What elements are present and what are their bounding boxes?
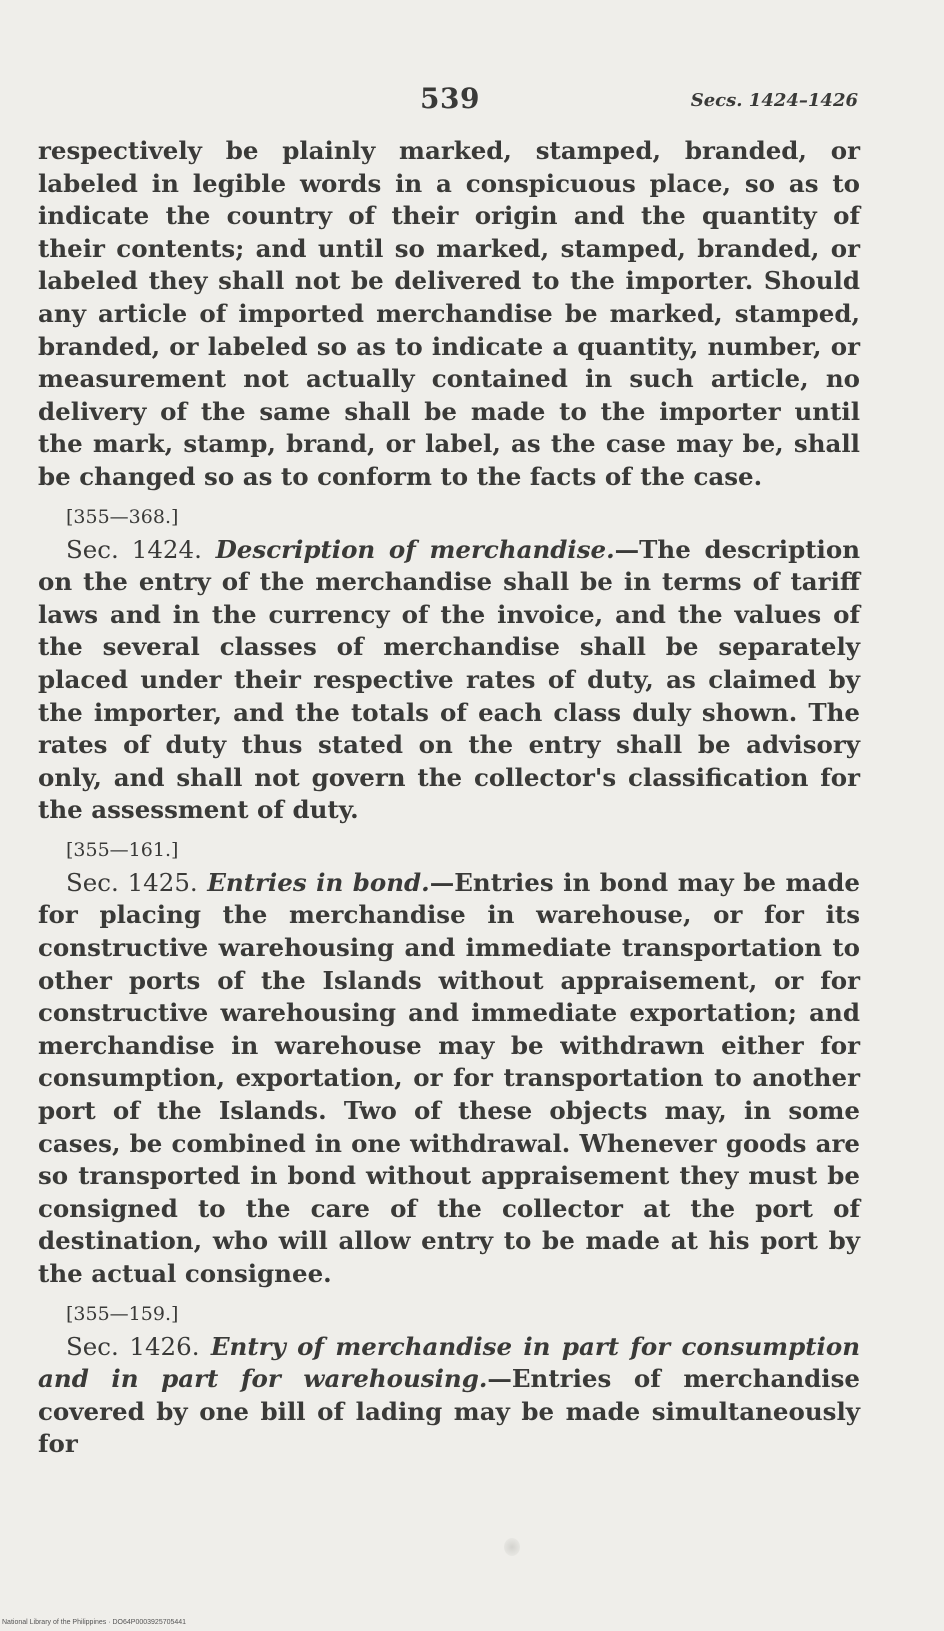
section-title: Entry of merchandise in part for consumption and in part for warehousing. bbox=[38, 1331, 861, 1394]
running-head bbox=[0, 82, 944, 122]
scan-source-footer: National Library of the Philippines · DO64P0003925705441 bbox=[2, 1619, 187, 1626]
scan-smudge bbox=[504, 1538, 520, 1556]
section-range: Secs. 1424–1426 bbox=[690, 90, 858, 111]
section-text: —Entries in bond may be made for placing the merchandise in warehouse, or for its constructive warehousing and immediate transportation to other ports of the Islands without appraisement, or for constructive warehousing and immediate exportation; and merchandise in warehouse may be withdrawn either for consumption, exportation, or for transportation to another port of the Islands. Two of these objects may, in some cases, be combined in one withdrawal. Whenever goods are so transported in bond without appraisement they must be consigned to the care of the collector at the port of destination, who will allow entry to be made at his port by the actual consignee. bbox=[38, 867, 860, 1288]
section-label: Sec. 1424. bbox=[66, 534, 202, 564]
page-number: 539 bbox=[420, 82, 480, 115]
section-text: —The description on the entry of the merchandise shall be in terms of tariff laws and in the currency of the invoice, and the values of the several classes of merchandise shall be separately placed under their respective rates of duty, as claimed by the importer, and the totals of each class duly shown. The rates of duty thus stated on the entry shall be advisory only, and shall not govern the collector's classification for the assessment of duty. bbox=[38, 534, 861, 825]
section-title: Description of merchandise. bbox=[215, 534, 615, 564]
section-title: Entries in bond. bbox=[207, 867, 430, 897]
body-text bbox=[38, 135, 860, 1461]
citation-1425: [355—161.] bbox=[66, 838, 179, 861]
section-1426 bbox=[38, 1331, 860, 1461]
section-label: Sec. 1426. bbox=[66, 1331, 200, 1361]
section-text: —Entries of merchandise covered by one bill of lading may be made simultaneously for bbox=[38, 1364, 860, 1459]
section-1424 bbox=[38, 534, 860, 827]
section-1425 bbox=[38, 867, 860, 1291]
section-label: Sec. 1425. bbox=[66, 867, 198, 897]
citation-1426: [355—159.] bbox=[66, 1302, 179, 1325]
continuation-paragraph: respectively be plainly marked, stamped, branded, or labeled in legible words in a conspicuous place, so as to indicate the country of their origin and the quantity of their contents; and until so marked, stamped, branded, or labeled they shall not be delivered to the importer. Should any article of imported merchandise be marked, stamped, branded, or labeled so as to indicate a quantity, number, or measurement not actually contained in such article, no delivery of the same shall be made to the importer until the mark, stamp, brand, or label, as the case may be, shall be changed so as to conform to the facts of the case. bbox=[38, 136, 860, 491]
citation-1424: [355—368.] bbox=[66, 505, 179, 528]
